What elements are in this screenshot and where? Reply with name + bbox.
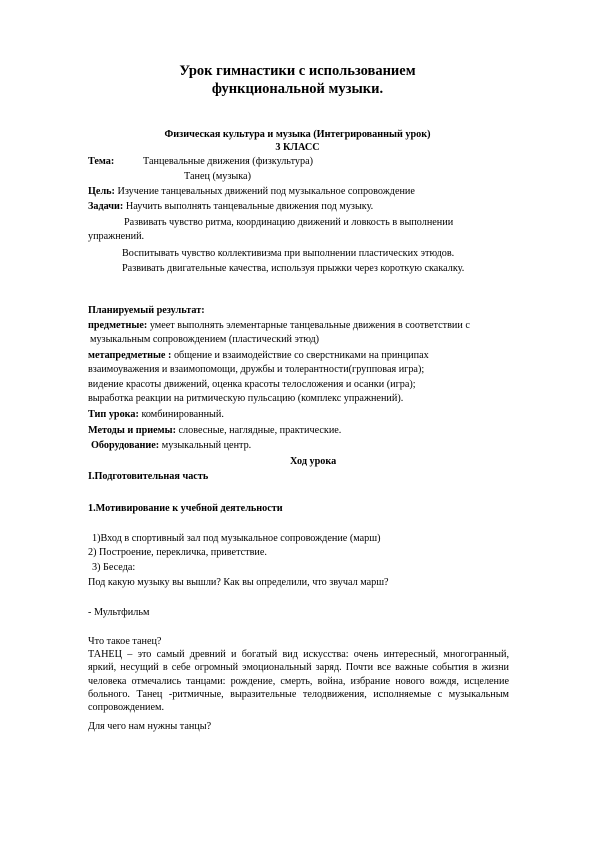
equipment-label: Оборудование: <box>91 440 160 451</box>
methods-label: Методы и приемы: <box>88 425 176 436</box>
task-2-line-1: Развивать чувство ритма, координацию движений и ловкость в выполнении <box>124 217 454 228</box>
task-3: Воспитывать чувство коллективизма при выполнении пластических этюдов. <box>122 248 455 259</box>
grade-label: 3 КЛАСС <box>275 142 320 153</box>
part-heading: I.Подготовительная часть <box>88 471 209 482</box>
goal-text: Изучение танцевальных движений под музыкальное сопровождение <box>117 186 415 197</box>
topic-label: Тема: <box>88 156 115 167</box>
lesson-type-label: Тип урока: <box>88 409 139 420</box>
title-line-2: функциональной музыки. <box>211 81 384 97</box>
step-1: 1)Вход в спортивный зал под музыкальное сопровождение (марш) <box>92 533 381 544</box>
goal-line <box>88 185 415 198</box>
topic-line-2: Танец (музыка) <box>184 171 251 182</box>
step-3: 3) Беседа: <box>92 562 136 573</box>
meta-text-4: выработка реакции на ритмическую пульсацию (комплекс упражнений). <box>88 393 404 404</box>
task-4: Развивать двигательные качества, используя прыжки через короткую скакалку. <box>122 263 465 274</box>
cartoon-line: - Мультфильм <box>88 607 150 618</box>
tasks-label: Задачи: <box>88 201 124 212</box>
planned-result-heading: Планируемый результат: <box>88 305 205 316</box>
subject-line <box>88 319 470 332</box>
subject-label: предметные: <box>88 320 148 331</box>
lesson-subtitle: Физическая культура и музыка (Интегрированный урок) <box>164 129 431 140</box>
lesson-type-line <box>88 408 224 421</box>
question-1: Под какую музыку вы вышли? Как вы определили, что звучал марш? <box>88 577 389 588</box>
methods-text: словесные, наглядные, практические. <box>178 425 342 436</box>
meta-line <box>88 349 429 362</box>
subject-text-2: музыкальным сопровождением (пластический этюд) <box>90 334 320 345</box>
methods-line <box>88 424 341 437</box>
tasks-line <box>88 200 373 213</box>
tasks-text: Научить выполнять танцевальные движения под музыку. <box>125 201 374 212</box>
meta-text-3: видение красоты движений, оценка красоты телосложения и осанки (игра); <box>88 379 416 390</box>
meta-text: общение и взаимодействие со сверстниками на принципах <box>173 350 429 361</box>
course-heading: Ход урока <box>290 456 337 467</box>
task-2-line-2: упражнений. <box>88 231 145 242</box>
step-2: 2) Построение, перекличка, приветствие. <box>88 547 267 558</box>
goal-label: Цель: <box>88 186 115 197</box>
meta-text-2: взаимоуважения и взаимопомощи, дружбы и толерантности(групповая игра); <box>88 364 425 375</box>
question-3: Для чего нам нужны танцы? <box>88 721 212 732</box>
dance-paragraph: ТАНЕЦ – это самый древний и богатый вид искусства: очень интересный, многогранный, яркий, несущий в себе огромный эмоциональный заряд. Почти все важные события в жизни человека отмечались танцами: рождение, смерть, война, избрание нового вождя, исцеление больного. Танец -ритмичные, выразительные телодвижения, исполняемые с музыкальным сопровождением. <box>88 649 509 714</box>
motivation-heading: 1.Мотивирование к учебной деятельности <box>88 503 283 514</box>
title-line-1: Урок гимнастики с использованием <box>179 63 416 79</box>
topic-line-1: Танцевальные движения (физкультура) <box>143 156 313 167</box>
meta-label: метапредметные : <box>88 350 172 361</box>
subject-text: умеет выполнять элементарные танцевальные движения в соответствии с <box>149 320 470 331</box>
lesson-type-text: комбинированный. <box>141 409 224 420</box>
equipment-line <box>91 439 251 452</box>
question-2: Что такое танец? <box>88 636 162 647</box>
equipment-text: музыкальный центр. <box>161 440 252 451</box>
